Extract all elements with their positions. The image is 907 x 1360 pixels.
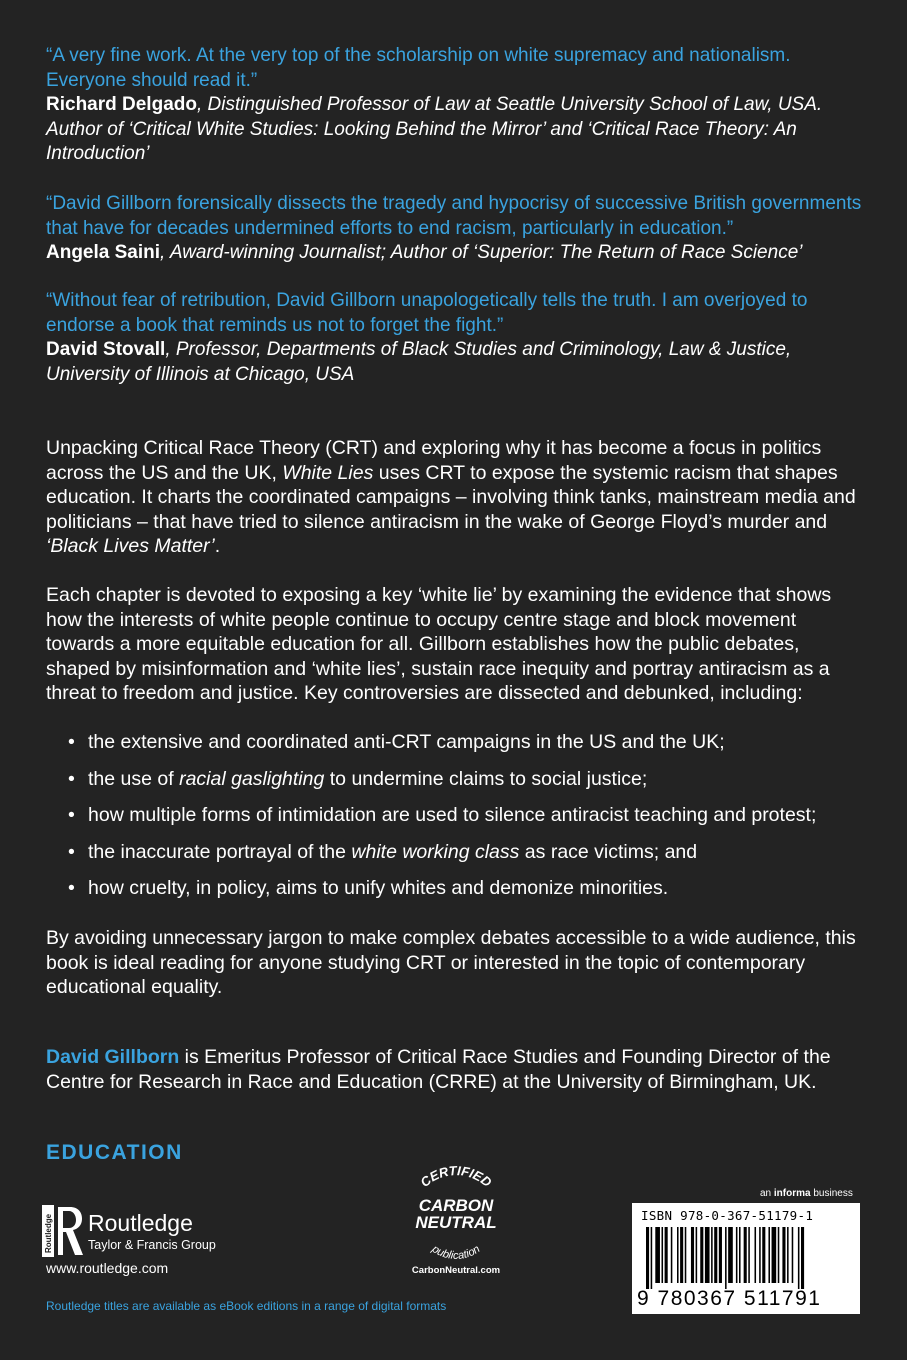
barcode-bar [787, 1227, 789, 1283]
barcode-bar [646, 1227, 649, 1289]
endorsement-role: , Distinguished Professor of Law at Seattle University School of Law, USA. Author of ‘Critical White Studies: Looking Behind the Mirror’ and ‘Critical Race Theory: An Introduction’ [46, 94, 823, 164]
barcode-bar [696, 1227, 698, 1283]
text-run: uses CRT to expose the systemic racism that shapes education. It charts the coordinated campaigns – involving think tanks, mainstream media and politicians – that have tried to silence antiracism in the wake of George Floyd’s murder and [46, 461, 856, 533]
text-run: Unpacking Critical Race Theory (CRT) and exploring why it has become a focus in politics across the US and the UK, [46, 437, 822, 484]
barcode-bar [782, 1227, 785, 1283]
barcode-bar [778, 1227, 780, 1283]
list-item: • the inaccurate portrayal of the white working class as race victims; and [68, 840, 698, 863]
routledge-r-icon [58, 1207, 83, 1255]
controversy-list [68, 730, 868, 913]
carbon-text: CARBON [418, 1196, 494, 1215]
text-run: . [214, 535, 221, 558]
isbn-label: ISBN 978-0-367-51179-1 [641, 1208, 814, 1223]
endorsement-role: , Award-winning Journalist; Author of ‘Superior: The Return of Race Science’ [160, 242, 803, 263]
routledge-logo [42, 1205, 242, 1257]
barcode-icon [646, 1227, 854, 1289]
barcode-bar [651, 1227, 653, 1289]
barcode-bar [772, 1227, 777, 1283]
informa-brand: informa [773, 1188, 811, 1199]
publisher-website: www.routledge.com [46, 1260, 169, 1276]
endorsement-attribution [46, 93, 866, 167]
description-paragraph-1 [46, 436, 866, 559]
barcode-bar [677, 1227, 679, 1283]
endorsement-name: David Stovall [46, 339, 166, 360]
endorsement-name: Angela Saini [46, 242, 161, 263]
list-item: • the use of racial gaslighting to undermine claims to social justice; [68, 767, 648, 790]
barcode-digits: 9 780367 511791 [637, 1287, 822, 1310]
neutral-text: NEUTRAL [415, 1213, 497, 1232]
endorsement-quote: “David Gillborn forensically dissects the tragedy and hypocrisy of successive British governments that have for decades undermined efforts to end racism, particularly in education.” [46, 193, 862, 239]
endorsement-quote: “Without fear of retribution, David Gillborn unapologetically tells the truth. I am overjoyed to endorse a book that reminds us not to forget the fight.” [46, 290, 808, 336]
blm-phrase: ‘Black Lives Matter’ [46, 535, 215, 558]
barcode-bar [736, 1227, 738, 1283]
publication-text: publication [429, 1243, 483, 1262]
description-paragraph-3 [46, 926, 866, 1000]
barcode-bar [705, 1227, 710, 1283]
barcode-bar [739, 1227, 741, 1283]
bullet-icon: • [68, 877, 75, 899]
barcode-bar [685, 1227, 687, 1283]
endorsement-quote: “A very fine work. At the very top of the scholarship on white supremacy and nationalism. Everyone should read it.” [46, 45, 791, 91]
description-paragraph-2 [46, 583, 866, 706]
barcode-bar [671, 1227, 673, 1283]
barcode-bar [700, 1227, 703, 1283]
endorsement-1 [46, 44, 866, 167]
endorsement-name: Richard Delgado [46, 94, 197, 115]
barcode-bar [792, 1227, 794, 1283]
book-title: White Lies [282, 461, 374, 484]
barcode-bar [748, 1227, 750, 1283]
list-item: • how cruelty, in policy, aims to unify whites and demonize minorities. [68, 877, 669, 899]
informa-tagline: an informa business [760, 1188, 853, 1199]
routledge-vertical-text: Routledge [44, 1213, 53, 1253]
barcode-bar [655, 1227, 660, 1283]
endorsement-2 [46, 192, 866, 266]
endorsement-attribution [46, 338, 866, 387]
list-item: • the extensive and coordinated anti-CRT campaigns in the US and the UK; [68, 731, 725, 753]
barcode-bar [665, 1227, 668, 1283]
certified-text: CERTIFIED [417, 1166, 495, 1190]
barcode-bar [759, 1227, 761, 1283]
barcode-bar [728, 1227, 733, 1283]
author-name: David Gillborn [46, 1046, 180, 1068]
bullet-icon: • [68, 804, 75, 826]
publisher-name: Routledge [88, 1210, 193, 1236]
barcode-bar [762, 1227, 765, 1283]
author-bio-text: is Emeritus Professor of Critical Race Studies and Founding Director of the Centre for Research in Race and Education (CRRE) at the University of Birmingham, UK. [46, 1046, 831, 1093]
subject-category: EDUCATION [46, 1141, 183, 1164]
paragraph-text: Each chapter is devoted to exposing a key ‘white lie’ by examining the evidence that shows how the interests of white people continue to occupy centre stage and block movement towards a more equitable education for all. Gillborn establishes how the public debates, shaped by misinformation and ‘white lies’, sustain race inequity and portray antiracism as a threat to freedom and justice. Key controversies are dissected and debunked, including: [46, 584, 832, 705]
barcode-bar [755, 1227, 757, 1283]
barcode-bar [744, 1227, 747, 1283]
paragraph-text: By avoiding unnecessary jargon to make complex debates accessible to a wide audience, this book is ideal reading for anyone studying CRT or interested in the topic of contemporary educational equality. [46, 927, 856, 999]
bullet-icon: • [68, 840, 75, 863]
barcode-bar [719, 1227, 722, 1283]
carbon-neutral-url: CarbonNeutral.com [411, 1265, 501, 1276]
bullet-icon: • [68, 767, 75, 790]
barcode-bar [801, 1227, 804, 1289]
barcode-bar [662, 1227, 664, 1283]
carbon-neutral-badge [400, 1166, 512, 1278]
barcode-bar [768, 1227, 770, 1283]
author-bio [46, 1045, 866, 1094]
barcode-bar [680, 1227, 683, 1283]
barcode-bar [711, 1227, 713, 1283]
endorsement-3 [46, 289, 866, 387]
publisher-group: Taylor & Francis Group [88, 1238, 216, 1252]
barcode-bar [714, 1227, 717, 1283]
barcode-bar [798, 1227, 800, 1289]
ebook-note: Routledge titles are available as eBook editions in a range of digital formats [46, 1299, 447, 1313]
list-item: • how multiple forms of intimidation are used to silence antiracist teaching and protest; [68, 804, 817, 826]
bullet-icon: • [68, 731, 75, 753]
endorsement-role: , Professor, Departments of Black Studies and Criminology, Law & Justice, University of Illinois at Chicago, USA [46, 339, 792, 385]
endorsement-attribution [46, 241, 866, 266]
barcode-bar [725, 1227, 727, 1289]
barcode-bar [691, 1227, 694, 1283]
